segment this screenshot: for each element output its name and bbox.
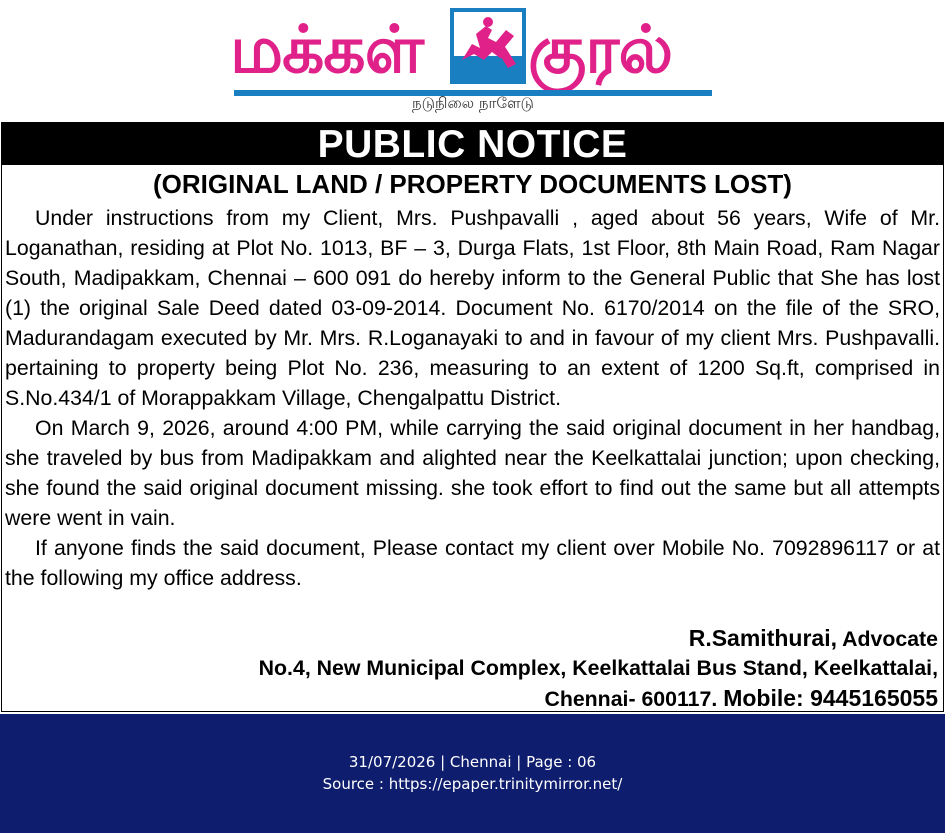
logo-text-right: குரல்: [528, 11, 673, 88]
newspaper-logo: [228, 6, 718, 116]
office-city: Chennai- 600117.: [544, 687, 718, 711]
logo-text-left: மக்கள்: [230, 11, 424, 88]
advocate-mobile: Mobile: 9445165055: [723, 685, 938, 711]
page-footer: [0, 714, 945, 833]
signatory-line: [38, 623, 938, 654]
dancer-emblem-icon: [450, 8, 526, 84]
masthead-tagline: நடுநிலை நாளேடு: [412, 94, 534, 112]
city-mobile-line: [38, 683, 938, 714]
office-address: No.4, New Municipal Complex, Keelkattalai Bus Stand, Keelkattalai,: [258, 656, 938, 680]
public-notice: [1, 122, 944, 712]
notice-paragraph: Under instructions from my Client, Mrs. Pushpavalli , aged about 56 years, Wife of Mr. Loganathan, residing at Plot No. 1013, BF – 3, Durga Flats, 1st Floor, 8th Main Road, Ram Nagar South, Madipakkam, Chennai – 600 091 do hereby inform to the General Public that She has lost (1) the original Sale Deed dated 03-09-2014. Document No. 6170/2014 on the file of the SRO, Madurandagam executed by Mr. Mrs. R.Loganayaki to and in favour of my client Mrs. Pushpavalli. pertaining to property being Plot No. 236, measuring to an extent of 1200 Sq.ft, comprised in S.No.434/1 of Morappakkam Village, Chengalpattu District.: [5, 206, 940, 410]
signatory-role: Advocate: [842, 627, 938, 651]
footer-edition-info: 31/07/2026 | Chennai | Page : 06: [348, 753, 597, 771]
notice-title-bar: [2, 123, 943, 165]
signatory-name: R.Samithurai,: [688, 625, 837, 651]
masthead: [0, 0, 945, 122]
notice-paragraph: On March 9, 2026, around 4:00 PM, while carrying the said original document in her handbag, she traveled by bus from Madipakkam and alighted near the Keelkattalai junction; upon checking, she found the said original document missing. she took effort to find out the same but all attempts were went in vain.: [5, 416, 940, 530]
notice-subtitle: (ORIGINAL LAND / PROPERTY DOCUMENTS LOST): [153, 169, 792, 199]
notice-title: PUBLIC NOTICE: [317, 123, 628, 166]
footer-source-link[interactable]: Source : https://epaper.trinitymirror.net/: [322, 775, 623, 793]
notice-paragraph: If anyone finds the said document, Please contact my client over Mobile No. 7092896117 or at the following my office address.: [5, 536, 940, 590]
notice-body: [5, 203, 940, 593]
